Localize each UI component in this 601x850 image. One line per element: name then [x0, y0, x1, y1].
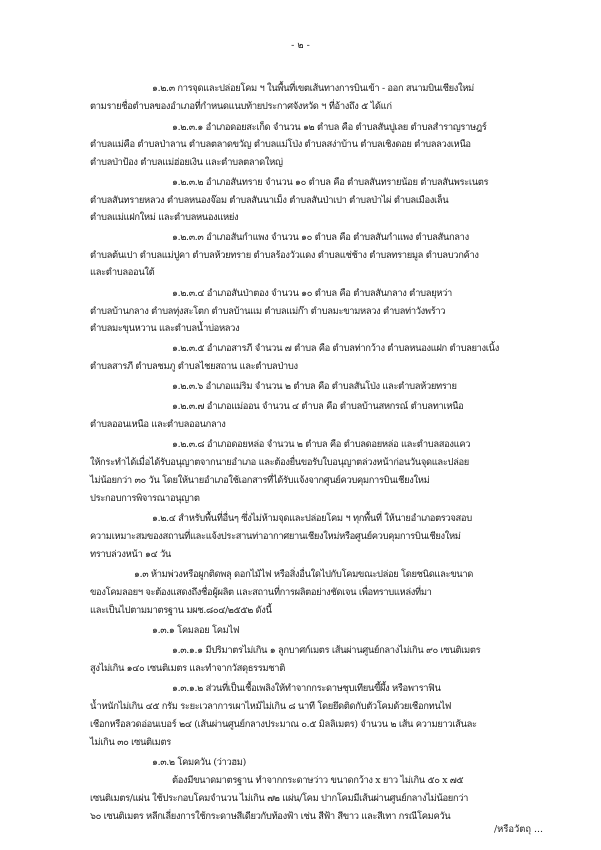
- text-line: ๑.๒.๔ สำหรับพื้นที่อื่นๆ ซึ่งไม่ห้ามจุดและปล่อยโคม ฯ ทุกพื้นที่ ให้นายอำเภอตรวจสอบ: [152, 513, 472, 524]
- text-line: ตำบลแม่แฝกใหม่ และตำบลหนองแหย่ง: [90, 212, 239, 223]
- text-line: ไม่เกิน ๓๐ เซนติเมตร: [90, 737, 171, 748]
- text-line: ๑.๓ ห้ามพ่วงหรือผูกติดพลุ ดอกไม้ไฟ หรือสิ่งอื่นใดไปกับโคมขณะปล่อย โดยชนิดและขนาด: [134, 569, 473, 580]
- text-line: เซนติเมตร/แผ่น ใช้ประกอบโคมจำนวน ไม่เกิน ๗๒ แผ่น/โคม ปากโคมมีเส้นผ่านศูนย์กลางไม่น้อยกว่า: [90, 793, 469, 804]
- text-line: ตามรายชื่อตำบลของอำเภอที่กำหนดแนบท้ายประกาศจังหวัด ฯ ที่อ้างถึง ๕ ได้แก่: [90, 101, 392, 112]
- text-line: ตำบลมะขุนหวาน และตำบลน้ำบ่อหลวง: [90, 323, 240, 334]
- text-line: ๑.๓.๑.๑ มีปริมาตรไม่เกิน ๑ ลูกบาศก์เมตร เส้นผ่านศูนย์กลางไม่เกิน ๙๐ เซนติเมตร: [172, 645, 481, 656]
- text-line: ความเหมาะสมของสถานที่และแจ้งประสานท่าอากาศยานเชียงใหม่หรือศูนย์ควบคุมการบินเชียงใหม่: [90, 531, 461, 542]
- text-line: และเป็นไปตามมาตรฐาน มผช.๘๐๔/๒๕๕๒ ดังนี้: [90, 605, 272, 616]
- text-line: น้ำหนักไม่เกิน ๔๕ กรัม ระยะเวลาการเผาไหม้ไม่เกิน ๘ นาที โดยยึดติดกับตัวโคมด้วยเชือกทนไฟ: [90, 701, 452, 712]
- continuation-note: /หรือวัตถุ ...: [494, 824, 543, 835]
- text-line: ตำบลบ้านกลาง ตำบลทุ่งสะโตก ตำบลบ้านแม ตำบลแม่ก๊า ตำบลมะขามหลวง ตำบลท่าวังพร้าว: [90, 306, 446, 317]
- text-line: ๑.๓.๒ โคมควัน (ว่าวฮม): [152, 757, 246, 768]
- text-line: ตำบลสันทรายหลวง ตำบลหนองจ๊อม ตำบลสันนาเม็ง ตำบลสันป่าเปา ตำบลป่าไผ่ ตำบลเมืองเล็น: [90, 195, 449, 206]
- text-line: และตำบลออนใต้: [90, 267, 155, 278]
- text-line: ตำบลสารภี ตำบลชมภู ตำบลไชยสถาน และตำบลป่าบง: [90, 361, 298, 372]
- text-line: ทราบล่วงหน้า ๑๔ วัน: [90, 549, 171, 560]
- text-line: ตำบลออนเหนือ และตำบลออนกลาง: [90, 419, 226, 430]
- text-line: ๑.๒.๓.๕ อำเภอสารภี จำนวน ๗ ตำบล คือ ตำบลท่ากว้าง ตำบลหนองแฝก ตำบลยางเนิ้ง: [172, 343, 499, 354]
- text-line: ให้กระทำได้เมื่อได้รับอนุญาตจากนายอำเภอ และต้องยื่นขอรับใบอนุญาตล่วงหน้าก่อนวันจุดและปล่อย: [90, 457, 469, 468]
- text-line: ตำบลต้นเปา ตำบลแม่ปูคา ตำบลห้วยทราย ตำบลร้องวัวแดง ตำบลแช่ช้าง ตำบลทรายมูล ตำบลบวกค้าง: [90, 250, 479, 261]
- text-line: ๑.๓.๑.๒ ส่วนที่เป็นเชื้อเพลิงให้ทำจากกระดาษชุบเทียนขี้ผึ้ง หรือพาราฟิน: [172, 683, 441, 694]
- page-number: - ๒ -: [291, 40, 310, 51]
- text-line: ไม่น้อยกว่า ๓๐ วัน โดยให้นายอำเภอใช้เอกสารที่ได้รับแจ้งจากศูนย์ควบคุมการบินเชียงใหม่: [90, 475, 430, 486]
- text-line: ๑.๒.๓.๘ อำเภอดอยหล่อ จำนวน ๒ ตำบล คือ ตำบลดอยหล่อ และตำบลสองแคว: [172, 439, 471, 450]
- text-line: ของโคมลอยฯ จะต้องแสดงถึงชื่อผู้ผลิต และสถานที่การผลิตอย่างชัดเจน เพื่อทราบแหล่งที่มา: [90, 587, 432, 598]
- text-line: ประกอบการพิจารณาอนุญาต: [90, 493, 200, 504]
- text-line: ๑.๒.๓.๑ อำเภอดอยสะเก็ด จำนวน ๑๒ ตำบล คือ ตำบลสันปูเลย ตำบลสำราญราษฎร์: [172, 122, 487, 133]
- text-line: สูงไม่เกิน ๑๔๐ เซนติเมตร และทำจากวัสดุธรรมชาติ: [90, 663, 285, 674]
- text-line: ๖๐ เซนติเมตร หลีกเลี่ยงการใช้กระดาษสีเดียวกับท้องฟ้า เช่น สีฟ้า สีขาว และสีเทา กรณีโคมควัน: [90, 811, 451, 822]
- text-line: ๑.๒.๓.๒ อำเภอสันทราย จำนวน ๑๐ ตำบล คือ ตำบลสันทรายน้อย ตำบลสันพระเนตร: [172, 177, 489, 188]
- text-line: ตำบลแม่คือ ตำบลป่าลาน ตำบลตลาดขวัญ ตำบลแม่โป่ง ตำบลสง่าบ้าน ตำบลเชิงดอย ตำบลลวงเหนือ: [90, 139, 471, 150]
- text-line: ๑.๒.๓ การจุดและปล่อยโคม ฯ ในพื้นที่เขตเส้นทางการบินเข้า - ออก สนามบินเชียงใหม่: [152, 83, 474, 94]
- text-line: ๑.๒.๓.๓ อำเภอสันกำแพง จำนวน ๑๐ ตำบล คือ ตำบลสันกำแพง ตำบลสันกลาง: [172, 232, 469, 243]
- text-line: เชือกหรือลวดอ่อนเบอร์ ๒๔ (เส้นผ่านศูนย์กลางประมาณ ๐.๕ มิลลิเมตร) จำนวน ๒ เส้น ความยาวเส้นละ: [90, 719, 477, 730]
- text-line: ตำบลป่าป้อง ตำบลแม่ฮ่อยเงิน และตำบลตลาดใหญ่: [90, 157, 283, 168]
- text-line: ๑.๒.๓.๔ อำเภอสันป่าตอง จำนวน ๑๐ ตำบล คือ ตำบลสันกลาง ตำบลยุหว่า: [172, 288, 452, 299]
- text-line: ๑.๒.๓.๗ อำเภอแม่ออน จำนวน ๔ ตำบล คือ ตำบลบ้านสหกรณ์ ตำบลทาเหนือ: [172, 401, 464, 412]
- text-line: ๑.๓.๑ โคมลอย โคมไฟ: [152, 625, 240, 636]
- text-line: ต้องมีขนาดมาตรฐาน ทำจากกระดาษว่าว ขนาดกว้าง x ยาว ไม่เกิน ๕๐ x ๗๕: [172, 775, 464, 786]
- text-line: ๑.๒.๓.๖ อำเภอแม่ริม จำนวน ๒ ตำบล คือ ตำบลสันโป่ง และตำบลห้วยทราย: [172, 381, 457, 392]
